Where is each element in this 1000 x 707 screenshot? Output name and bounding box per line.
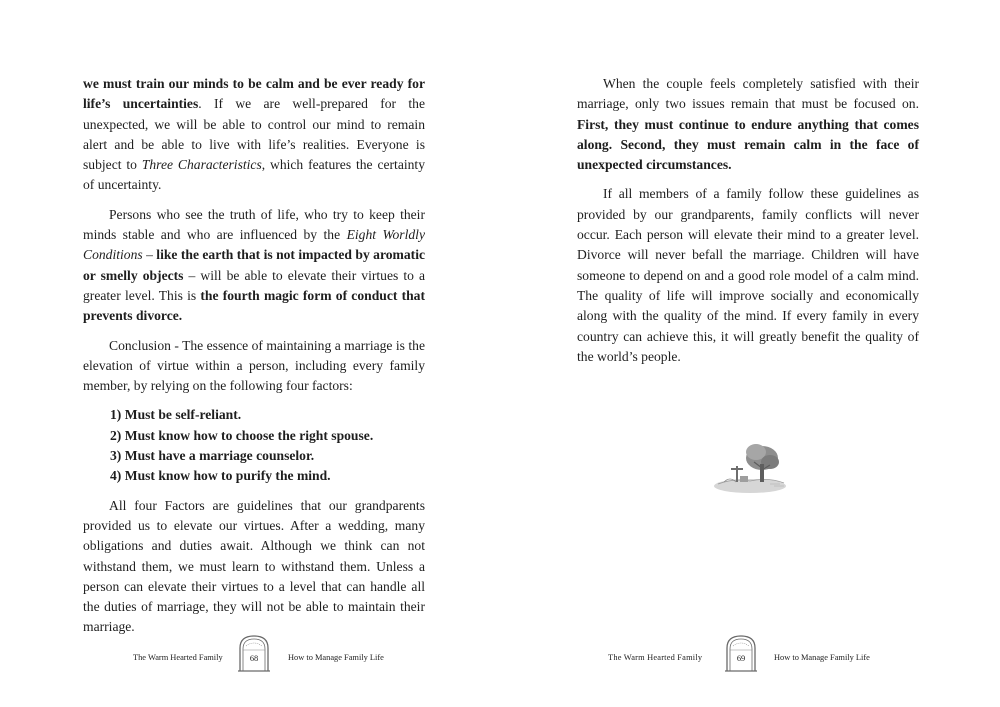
tree-landscape-icon [710,440,790,496]
italic-text: Three Characteristics [141,157,262,173]
text: – [142,247,157,263]
arch-ornament-icon [237,634,271,672]
list-item: 2) Must know how to choose the right spouse. [110,427,374,443]
left-page-footer [0,634,500,674]
text: When the couple feels completely satisfied with their marriage, only two issues remain that must be focused on. [577,76,919,112]
bold-text: we must train our minds to be calm and be ever ready for life’s uncertainties [83,76,425,112]
paragraph-couple-satisfied [577,74,919,175]
footer-chapter-title: How to Manage Family Life [774,653,870,662]
text: , which features the certainty of uncertainty. [83,157,425,193]
text: . If we are well-prepared for the unexpected, we will be able to control our mind to remain alert and be able to live with life’s realities. Everyone is subject to [83,96,425,173]
paragraph-guidelines: All four Factors are guidelines that our grandparents provided us to elevate our virtues. After a wedding, many obligations and duties await. Although we think can not withstand them, we must learn to withstand them. Unless a person can elevate their virtues to a level that can handle all the duties of marriage, they will not be able to maintain their marriage. [83,497,425,635]
list-item: 1) Must be self-reliant. [110,407,242,423]
right-page-footer [500,634,1000,674]
paragraph-calm-minds [83,74,425,196]
paragraph-truth-of-life [83,205,425,327]
factors-list [83,405,425,486]
left-text-column [83,74,425,647]
arch-ornament-icon [724,634,758,672]
italic-text: Eight Worldly Conditions [83,227,425,263]
text: – will be able to elevate their virtues to a greater level. This is [83,267,425,303]
list-item: 3) Must have a marriage counselor. [110,448,315,464]
page-number: 68 [249,654,259,663]
list-item: 4) Must know how to purify the mind. [110,468,331,484]
footer-book-title: The Warm Hearted Family [133,653,223,662]
paragraph-family-guidelines: If all members of a family follow these guidelines as provided by our grandparents, family conflicts will never occur. Each person will elevate their mind to a greater level. Divorce will never befall the marriage. Children will have someone to depend on and a good role model of a calm mind. The quality of life will improve socially and economically along with the quality of the mind. If every family in every country can achieve this, it will greatly benefit the quality of the world’s people. [577,186,919,364]
right-text-column [577,74,919,376]
footer-chapter-title: How to Manage Family Life [288,653,384,662]
text: Persons who see the truth of life, who try to keep their minds stable and who are influenced by the [83,206,425,243]
bold-text: First, they must continue to endure anything that comes along. Second, they must remain calm in the face of unexpected circumstances. [577,116,919,173]
paragraph-conclusion: Conclusion - The essence of maintaining a marriage is the elevation of virtue within a person, including every family member, by relying on the following four factors: [83,337,425,394]
page-number: 69 [736,654,746,663]
right-page [500,0,1000,707]
footer-book-title: The Warm Hearted Family [608,653,703,662]
bold-text: the fourth magic form of conduct that prevents divorce. [83,287,425,324]
bold-text: like the earth that is not impacted by aromatic or smelly objects [83,247,425,283]
